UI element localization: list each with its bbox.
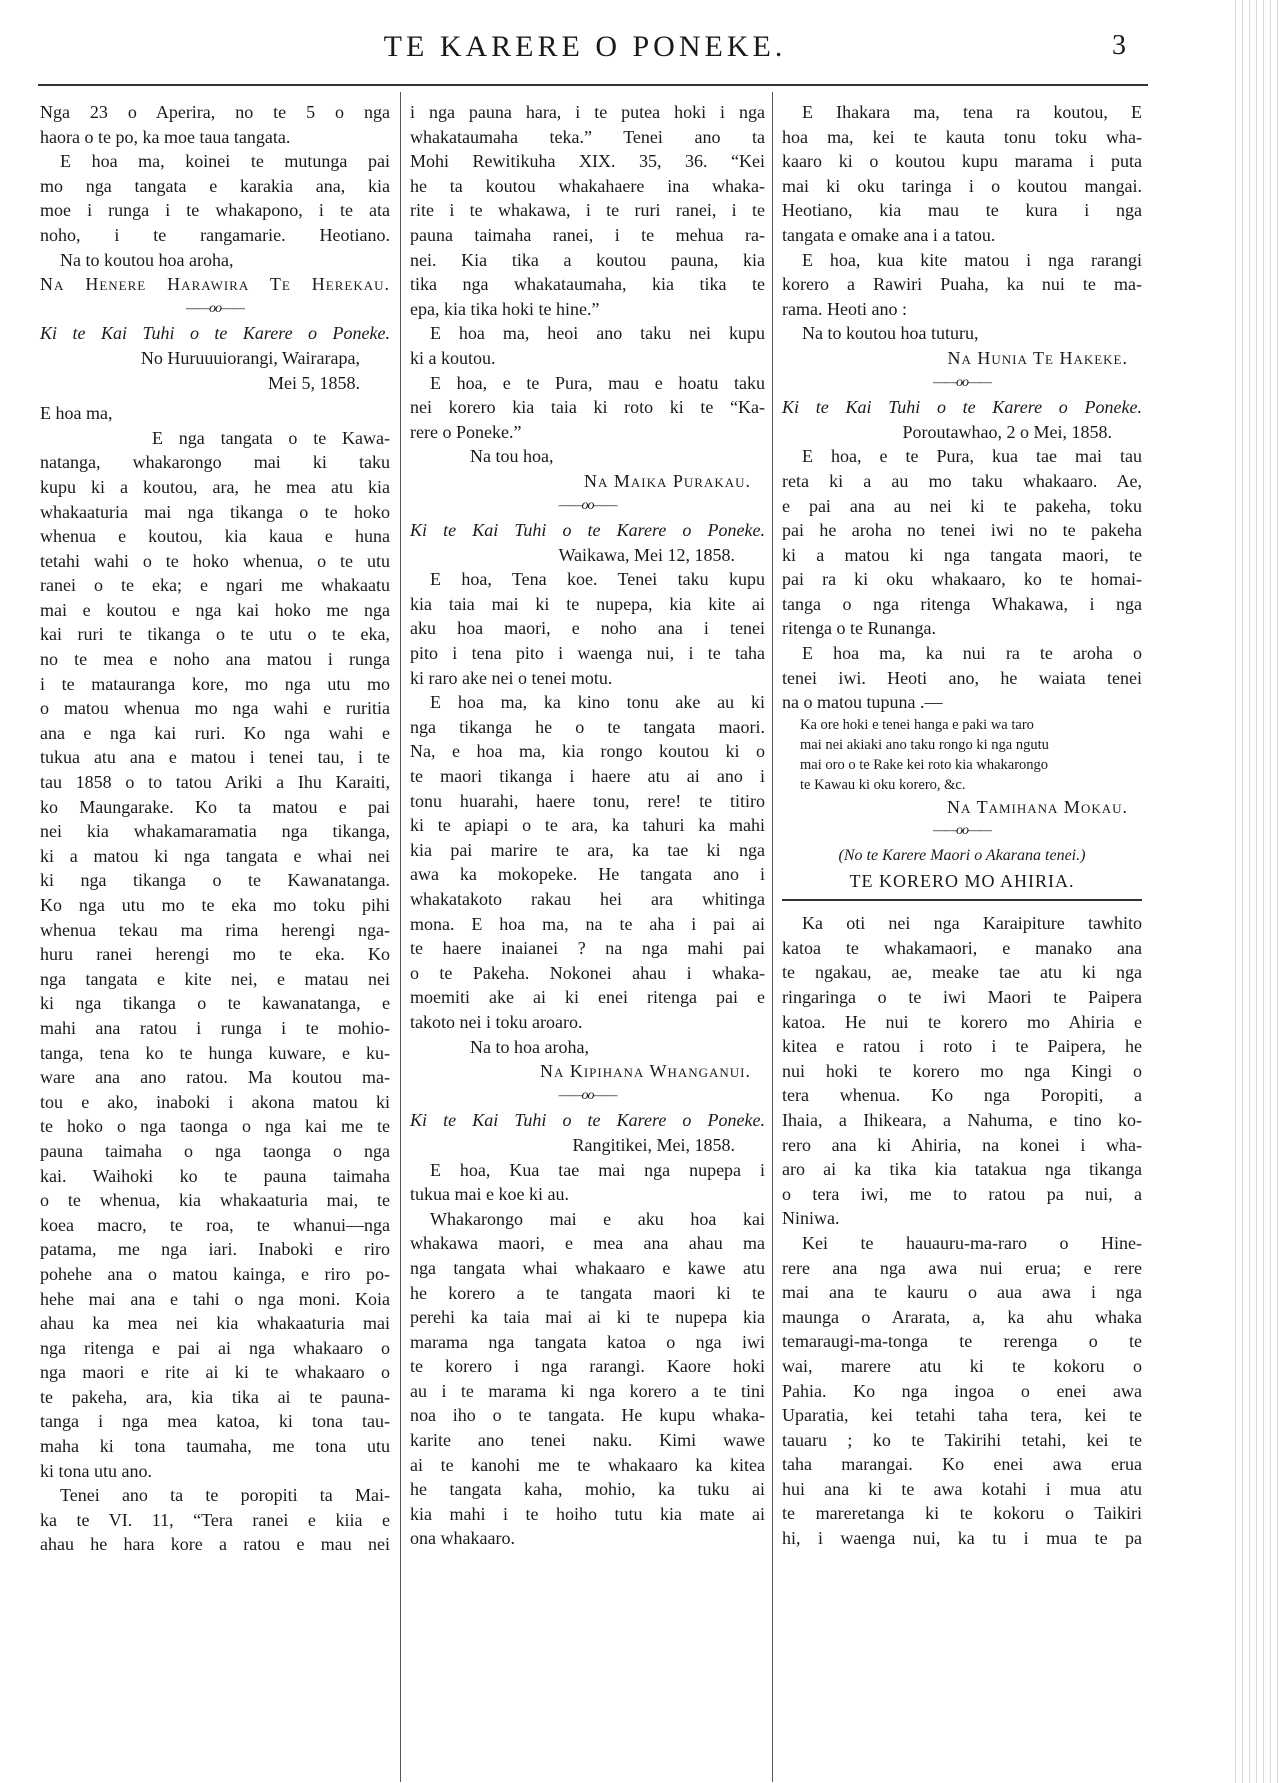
- text-line: Ka oti nei nga Karaipiture tawhito: [802, 913, 1142, 934]
- signature: Na Hunia Te Hakeke.: [947, 347, 1128, 368]
- text-line: nui hoki te korero mo nga Kingi o: [782, 1060, 1142, 1081]
- letter-heading: Ki te Kai Tuhi o te Karere o Poneke.: [410, 1110, 765, 1131]
- text-line: ki a matou ki nga tangata e whai nei: [40, 845, 390, 866]
- text-line: whakatakoto rakau hei ara whitinga: [410, 889, 765, 909]
- text-line: o tera iwi, me to ratou pa nui, a: [782, 1183, 1142, 1204]
- dateline: Mei 5, 1858.: [268, 372, 360, 393]
- text-line: E hoa ma, heoi ano taku nei kupu: [430, 323, 765, 344]
- page-number: 3: [1112, 30, 1126, 61]
- text-line: te maori tikanga i haere atu ai ano i: [410, 766, 765, 787]
- text-line: katoa. He nui te korero mo Ahiria e: [782, 1011, 1142, 1032]
- text-line: aro ai ka tika kia tatakua nga tikanga: [782, 1159, 1142, 1180]
- text-line: nei korero kia taia ki roto ki te “Ka-: [410, 397, 765, 418]
- text-line: ki a koutou.: [410, 347, 496, 368]
- text-line: kitea e ratou i roto i te Paipera, he: [782, 1036, 1142, 1057]
- column-3: [782, 100, 1142, 1551]
- text-line: Tenei ano ta te poropiti ta Mai-: [60, 1485, 390, 1506]
- text-line: temaraugi-ma-tonga te rerenga o te: [782, 1331, 1142, 1352]
- text-line: patama, me nga iari. Inaboki e riro: [40, 1239, 390, 1260]
- text-line: whakataumaha teka.” Tenei ano ta: [410, 126, 765, 147]
- text-line: Mohi Rewitikuha XIX. 35, 36. “Kei: [410, 151, 765, 172]
- verse-line: mai oro o te Rake kei roto kia whakarongo: [800, 756, 1049, 773]
- paragraph: [40, 426, 390, 1484]
- text-line: Niniwa.: [782, 1208, 840, 1229]
- text-line: E hoa ma, ka nui ra te aroha o: [802, 643, 1142, 664]
- text-line: E hoa ma, ka kino tonu ake au ki: [430, 692, 765, 713]
- text-line: E hoa, Kua tae mai nga nupepa i: [430, 1159, 765, 1180]
- text-line: haora o te po, ka moe taua tangata.: [40, 126, 291, 147]
- text-line: ki nga tikanga o te Kawanatanga.: [40, 870, 390, 891]
- verse-quote: [782, 715, 1142, 795]
- text-line: E hoa ma, koinei te mutunga pai: [60, 151, 390, 172]
- text-line: te pakeha, ara, kia tika ai te pauna-: [40, 1386, 390, 1407]
- text-line: au i te marama ki nga korero a te tini: [410, 1380, 765, 1401]
- paragraph: [410, 100, 765, 321]
- text-line: ai te kanohi me te whakaaro ka kitea: [410, 1454, 765, 1475]
- text-line: Heotiano, kia mau te kura i nga: [782, 200, 1142, 221]
- text-line: mo nga tangata e karakia ana, kia: [40, 175, 390, 196]
- text-line: na o matou tupuna .—: [782, 692, 943, 713]
- text-line: ware ana ano ratou. Ma koutou ma-: [40, 1067, 390, 1088]
- text-line: rite i te whakawa, i te ruri ranei, i te: [410, 200, 765, 221]
- text-line: E Ihakara ma, tena ra koutou, E: [802, 102, 1142, 122]
- paragraph: [782, 1231, 1142, 1551]
- verse-line: Ka ore hoki e tenei hanga e paki wa taro: [800, 716, 1034, 733]
- verse-line: te Kawau ki oku korero, &c.: [800, 776, 966, 793]
- text-line: karite ano tenei naku. Kimi wawe: [410, 1430, 765, 1451]
- closing-line: Na to hoa aroha,: [470, 1036, 589, 1057]
- text-line: kia taia mai ki te nupepa, kia kite ai: [410, 593, 765, 614]
- text-line: e pai ana au nei ki te pakeha, toku: [782, 495, 1142, 516]
- text-line: no te mea e noho ana matou i runga: [40, 649, 390, 670]
- text-line: nga tikanga he o te tangata maori.: [410, 716, 765, 737]
- text-line: huru ranei herengi mo te eka. Ko: [40, 944, 390, 965]
- text-line: marama nga tangata katoa o nga iwi: [410, 1331, 765, 1352]
- text-line: whakaaturia mai nga tikanga o te hoko: [40, 501, 390, 522]
- text-line: E hoa, Tena koe. Tenei taku kupu: [430, 569, 765, 590]
- text-line: perehi ka taia mai ai ki te nupepa kia: [410, 1307, 765, 1328]
- text-line: takoto nei i toku aroaro.: [410, 1011, 583, 1032]
- text-line: mai ki oku taringa i o koutou mangai.: [782, 175, 1142, 196]
- text-line: te haere inaianei ? na nga mahi pai: [410, 938, 765, 959]
- text-line: moemiti ake ai ki enei ritenga pai e: [410, 987, 765, 1008]
- text-line: kai ruri te tikanga o te utu o te eka,: [40, 624, 390, 645]
- text-line: taha marangai. Ko enei awa erua: [782, 1454, 1142, 1475]
- text-line: hui ana ki te awa kotahi i mua atu: [782, 1478, 1142, 1499]
- text-line: rero ana ki Ahiria, na konei i wha-: [782, 1134, 1142, 1155]
- text-line: tanga o nga ritenga Whakawa, i nga: [782, 593, 1142, 614]
- text-line: te ngakau, ae, meake tae atu ki nga: [782, 962, 1142, 983]
- text-line: aku hoa maori, e noho ana i tenei: [410, 618, 765, 639]
- closing-line: Na to koutou hoa tuturu,: [802, 323, 979, 344]
- text-line: maha ki tona taumaha, me tona utu: [40, 1436, 390, 1457]
- text-line: pai ra ki oku whakaaro, ko te homai-: [782, 569, 1142, 590]
- text-line: tukua atu ana e matou i tenei tau, i te: [40, 747, 390, 768]
- dateline: Poroutawhao, 2 o Mei, 1858.: [902, 421, 1112, 442]
- text-line: reta ki a au mo taku whakaaro. Ae,: [782, 470, 1142, 491]
- text-line: ahau ka mea nei kia whakaaturia mai: [40, 1313, 390, 1334]
- text-line: noa iho o te tangata. He kupu whaka-: [410, 1405, 765, 1426]
- ornament-divider: ——oo——: [558, 1087, 617, 1103]
- text-line: ka te VI. 11, “Tera ranei e kiia e: [40, 1509, 390, 1530]
- text-line: E nga tangata o te Kawa-: [152, 427, 390, 448]
- dateline: Rangitikei, Mei, 1858.: [572, 1134, 735, 1155]
- text-line: ona whakaaro.: [410, 1528, 515, 1549]
- text-line: o matou whenua mo nga wahi e ruritia: [40, 698, 390, 719]
- column-1: [40, 100, 390, 1557]
- text-line: tou e ako, inaboki i akona matou ki: [40, 1091, 390, 1112]
- text-line: wai, marere atu ki te kokoru o: [782, 1355, 1142, 1376]
- text-line: rere ana nga awa nui erua; e rere: [782, 1257, 1142, 1278]
- text-line: Uparatia, kei tetahi taha tera, kei te: [782, 1405, 1142, 1426]
- text-line: tetahi wahi o te hoko whenua, o te utu: [40, 550, 390, 571]
- text-line: natanga, whakarongo mai ki taku: [40, 452, 390, 473]
- paragraph: [40, 100, 390, 149]
- text-line: nga maori e rite ai ki te whakaaro o: [40, 1362, 390, 1383]
- text-line: maunga o Ararata, a, ka ahu whaka: [782, 1306, 1142, 1327]
- text-line: awa ka mokopeke. He tangata ano i: [410, 864, 765, 885]
- letter-heading: Ki te Kai Tuhi o te Karere o Poneke.: [410, 520, 765, 541]
- text-line: whenua tekau ma rima herengi nga-: [40, 919, 390, 940]
- paragraph: [410, 567, 765, 690]
- text-line: korero a Rawiri Puaha, ka nui te ma-: [782, 274, 1142, 295]
- text-line: kia pai marire te ara, ka tae ki nga: [410, 839, 765, 860]
- text-line: he tangata kaha, mohio, ka tuku ai: [410, 1479, 765, 1500]
- signature: Na Maika Purakau.: [583, 470, 751, 491]
- text-line: hoa ma, kei te kauta tonu toku wha-: [782, 126, 1142, 147]
- text-line: Na, e hoa ma, kia rongo koutou ki o: [410, 741, 765, 762]
- text-line: nga tangata whai whakaaro e kawe atu: [410, 1257, 765, 1278]
- text-line: kai. Waihoki ko te pauna taimaha: [40, 1165, 390, 1186]
- text-line: mai ana te kauru o aua awa i nga: [782, 1282, 1142, 1303]
- dateline: No Huruuuiorangi, Wairarapa,: [140, 347, 360, 368]
- text-line: pohehe ana o matou kainga, e riro po-: [40, 1263, 390, 1284]
- paragraph: [782, 100, 1142, 248]
- text-line: rere o Poneke.”: [410, 421, 522, 442]
- signature: Na Kipihana Whanganui.: [539, 1061, 751, 1082]
- verse-line: mai nei akiaki ano taku rongo ki nga ngutu: [800, 736, 1049, 753]
- text-line: Nga 23 o Aperira, no te 5 o nga: [40, 102, 390, 122]
- text-line: ana e nga kai ruri. Ko nga wahi e: [40, 722, 390, 743]
- source-note: (No te Karere Maori o Akarana tenei.): [838, 847, 1086, 865]
- text-line: ko Maungarake. Ko ta matou e pai: [40, 796, 390, 817]
- text-line: hi, i waenga nui, ka tu i mua te pa: [782, 1528, 1142, 1549]
- text-line: moe i runga i te whakapono, i te ata: [40, 200, 390, 221]
- text-line: whakawa maori, e mea ana ahau ma: [410, 1233, 765, 1254]
- paragraph: [410, 1158, 765, 1207]
- text-line: whenua e koutou, kia kaua e huna: [40, 526, 390, 547]
- text-line: Kei te hauauru-ma-raro o Hine-: [802, 1232, 1142, 1253]
- text-line: i te matauranga kore, mo nga utu mo: [40, 673, 390, 694]
- text-line: ki nga tikanga o te kawanatanga, e: [40, 993, 390, 1014]
- text-line: pito i tena pito i waenga nui, i te taha: [410, 643, 765, 664]
- paragraph: [782, 248, 1142, 322]
- text-line: i nga pauna hara, i te putea hoki i nga: [410, 102, 765, 122]
- newspaper-masthead: TE KARERE O PONEKE.: [383, 30, 787, 63]
- text-line: E hoa, kua kite matou i nga rarangi: [802, 249, 1142, 270]
- text-line: mai e koutou e nga kai hoko me nga: [40, 599, 390, 620]
- text-line: tanga, tena ko te hunga kuware, e ku-: [40, 1042, 390, 1063]
- paragraph: [40, 149, 390, 247]
- paragraph: [40, 1483, 390, 1557]
- text-line: noho, i te rangamarie. Heotiano.: [40, 224, 390, 245]
- text-line: kia mahi i te hoiho tutu kia mate ai: [410, 1503, 765, 1524]
- text-line: he ta koutou whakahaere ina whaka-: [410, 175, 765, 196]
- text-line: Pahia. Ko nga ingoa o enei awa: [782, 1380, 1142, 1401]
- ornament-divider: ——oo——: [558, 497, 617, 513]
- text-line: pauna taimaha o nga taonga o nga: [40, 1140, 390, 1161]
- paragraph: [782, 444, 1142, 641]
- text-line: epa, kia tika hoki te hine.”: [410, 298, 600, 319]
- text-line: kaaro ki o koutou kupu marama i puta: [782, 151, 1142, 172]
- text-line: tangata e omake ana i a tatou.: [782, 224, 996, 245]
- text-line: mahi ana ratou i runga i te mohio-: [40, 1017, 390, 1038]
- text-line: nei kia whakamaramatia nga tikanga,: [40, 821, 390, 842]
- section-rule: [782, 899, 1142, 901]
- closing-line: Na to koutou hoa aroha,: [60, 249, 234, 270]
- text-line: tera whenua. Ko nga Poropiti, a: [782, 1085, 1142, 1106]
- text-line: tau 1858 o to tatou Ariki a Ihu Karaiti,: [40, 772, 390, 793]
- ornament-divider: ——oo——: [186, 300, 244, 316]
- text-line: ahau he hara kore a ratou e mau nei: [40, 1534, 390, 1555]
- text-line: tukua mai e koe ki au.: [410, 1184, 569, 1205]
- closing-line: Na tou hoa,: [470, 446, 554, 467]
- text-line: nga ritenga e pai ai nga whakaaro o: [40, 1337, 390, 1358]
- letter-heading: Ki te Kai Tuhi o te Karere o Poneke.: [40, 323, 390, 344]
- header-rule: [38, 84, 1148, 86]
- text-line: ringaringa o te iwi Maori te Paipera: [782, 987, 1142, 1007]
- column-divider: [772, 92, 773, 1782]
- dateline: Waikawa, Mei 12, 1858.: [558, 544, 735, 565]
- text-line: o te Pakeha. Nokonei ahau i whaka-: [410, 962, 765, 983]
- text-line: koea macro, te roa, te whanui—nga: [40, 1214, 390, 1235]
- text-line: katoa te whakamaori, e manako ana: [782, 937, 1142, 958]
- text-line: he korero a te tangata maori ki te: [410, 1282, 765, 1303]
- paragraph: [410, 371, 765, 445]
- text-line: kupu ki a koutou, ara, he mea atu kia: [40, 476, 390, 497]
- salutation: E hoa ma,: [40, 403, 113, 424]
- text-line: pauna taimaha ranei, i te mehua ra-: [410, 224, 765, 245]
- article-title: TE KORERO MO AHIRIA.: [849, 870, 1075, 891]
- text-line: Whakarongo mai e aku hoa kai: [430, 1208, 765, 1229]
- text-line: hehe mai ana e tahi o nga moni. Koia: [40, 1288, 390, 1309]
- text-line: E hoa, e te Pura, mau e hoatu taku: [430, 372, 765, 393]
- text-line: E hoa, e te Pura, kua tae mai tau: [802, 446, 1142, 467]
- scan-edge: [1232, 0, 1280, 1783]
- text-line: Ihaia, a Ihikeara, a Nahuma, e tino ko-: [782, 1109, 1142, 1130]
- text-line: tanga i nga mea katoa, ki tona tau-: [40, 1411, 390, 1432]
- text-line: ranei o te eka; e ngari me whakaatu: [40, 575, 390, 596]
- text-line: nga tangata e kite nei, e matau nei: [40, 968, 390, 989]
- paragraph: [782, 641, 1142, 715]
- column-divider: [400, 92, 401, 1782]
- letter-heading: Ki te Kai Tuhi o te Karere o Poneke.: [782, 397, 1142, 418]
- paragraph: [782, 911, 1142, 1231]
- text-line: tauaru ; ko te Takirihi tetahi, kei te: [782, 1429, 1142, 1450]
- text-line: Ko nga utu mo te eka mo toku pihi: [40, 895, 390, 915]
- signature: Na Henere Harawira Te Herekau.: [40, 274, 390, 295]
- text-line: te hoko o nga taonga o nga kai me te: [40, 1116, 390, 1137]
- text-line: ki raro ake nei o tenei motu.: [410, 667, 613, 688]
- text-line: mona. E hoa ma, na te aha i pai ai: [410, 913, 765, 934]
- ornament-divider: ——oo——: [933, 823, 991, 839]
- text-line: te korero i nga rarangi. Kaore hoki: [410, 1356, 765, 1377]
- text-line: tika nga whakataumaha, kia tika te: [410, 274, 765, 295]
- text-line: ki a matou ki nga tangata maori, te: [782, 544, 1142, 565]
- signature: Na Tamihana Mokau.: [947, 796, 1128, 817]
- text-line: tenei iwi. Heoti ano, he waiata tenei: [782, 667, 1142, 688]
- text-line: te mareretanga ki te kokoru o Taikiri: [782, 1503, 1142, 1524]
- paragraph: [410, 1207, 765, 1551]
- paragraph: [410, 321, 765, 370]
- paragraph: [410, 690, 765, 1034]
- text-line: rama. Heoti ano :: [782, 298, 907, 319]
- text-line: ritenga o te Runanga.: [782, 618, 936, 639]
- column-2: [410, 100, 765, 1551]
- text-line: pai he aroha no tenei iwi no te pakeha: [782, 520, 1142, 541]
- ornament-divider: ——oo——: [933, 374, 991, 390]
- text-line: tonu huarahi, haere tonu, rere! te titiro: [410, 790, 765, 811]
- text-line: o te whenua, kia whakaaturia mai, te: [40, 1190, 390, 1211]
- text-line: ki te apiapi o te ara, ka tahuri ka mahi: [410, 815, 765, 836]
- text-line: nei. Kia tika a koutou pauna, kia: [410, 249, 765, 270]
- text-line: ki tona utu ano.: [40, 1460, 152, 1481]
